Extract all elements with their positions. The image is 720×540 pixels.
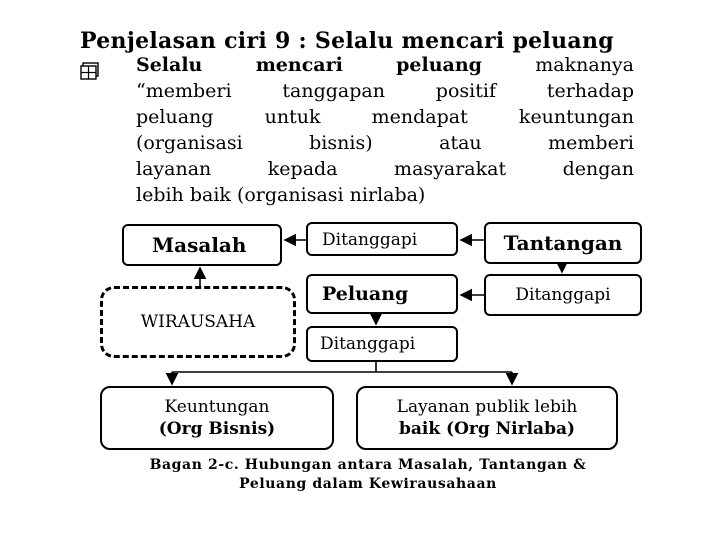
paragraph-bold-phrase: Selalu mencari peluang	[136, 54, 482, 76]
diagram-caption	[98, 456, 638, 494]
caption-line-2: Peluang dalam Kewirausahaan	[239, 476, 497, 492]
paragraph-line-2: “memberi tanggapan positif terhadap	[136, 80, 634, 102]
slide-title: Penjelasan ciri 9 : Selalu mencari peluang	[80, 28, 614, 54]
keuntungan-line-2: (Org Bisnis)	[158, 419, 276, 439]
node-masalah: Masalah	[122, 224, 282, 266]
node-ditanggapi-bottom: Ditanggapi	[306, 326, 458, 362]
paragraph-line-4: (organisasi bisnis) atau memberi	[136, 132, 634, 154]
paragraph-first-rest: maknanya	[535, 54, 634, 76]
keuntungan-line-1: Keuntungan	[164, 397, 270, 417]
paragraph-line-5: layanan kepada masyarakat dengan	[136, 158, 634, 180]
node-keuntungan	[100, 386, 334, 450]
caption-line-1: Bagan 2-c. Hubungan antara Masalah, Tantangan &	[149, 457, 587, 473]
layanan-line-2: baik (Org Nirlaba)	[398, 419, 576, 439]
node-layanan	[356, 386, 618, 450]
paragraph-line-6: lebih baik (organisasi nirlaba)	[136, 184, 426, 206]
paragraph-line-3: peluang untuk mendapat keuntungan	[136, 106, 634, 128]
node-ditanggapi-top: Ditanggapi	[306, 222, 458, 256]
layanan-line-1: Layanan publik lebih	[396, 397, 578, 417]
node-tantangan: Tantangan	[484, 222, 642, 264]
node-ditanggapi-right: Ditanggapi	[484, 274, 642, 316]
node-wirausaha: WIRAUSAHA	[100, 286, 296, 358]
node-peluang: Peluang	[306, 274, 458, 314]
